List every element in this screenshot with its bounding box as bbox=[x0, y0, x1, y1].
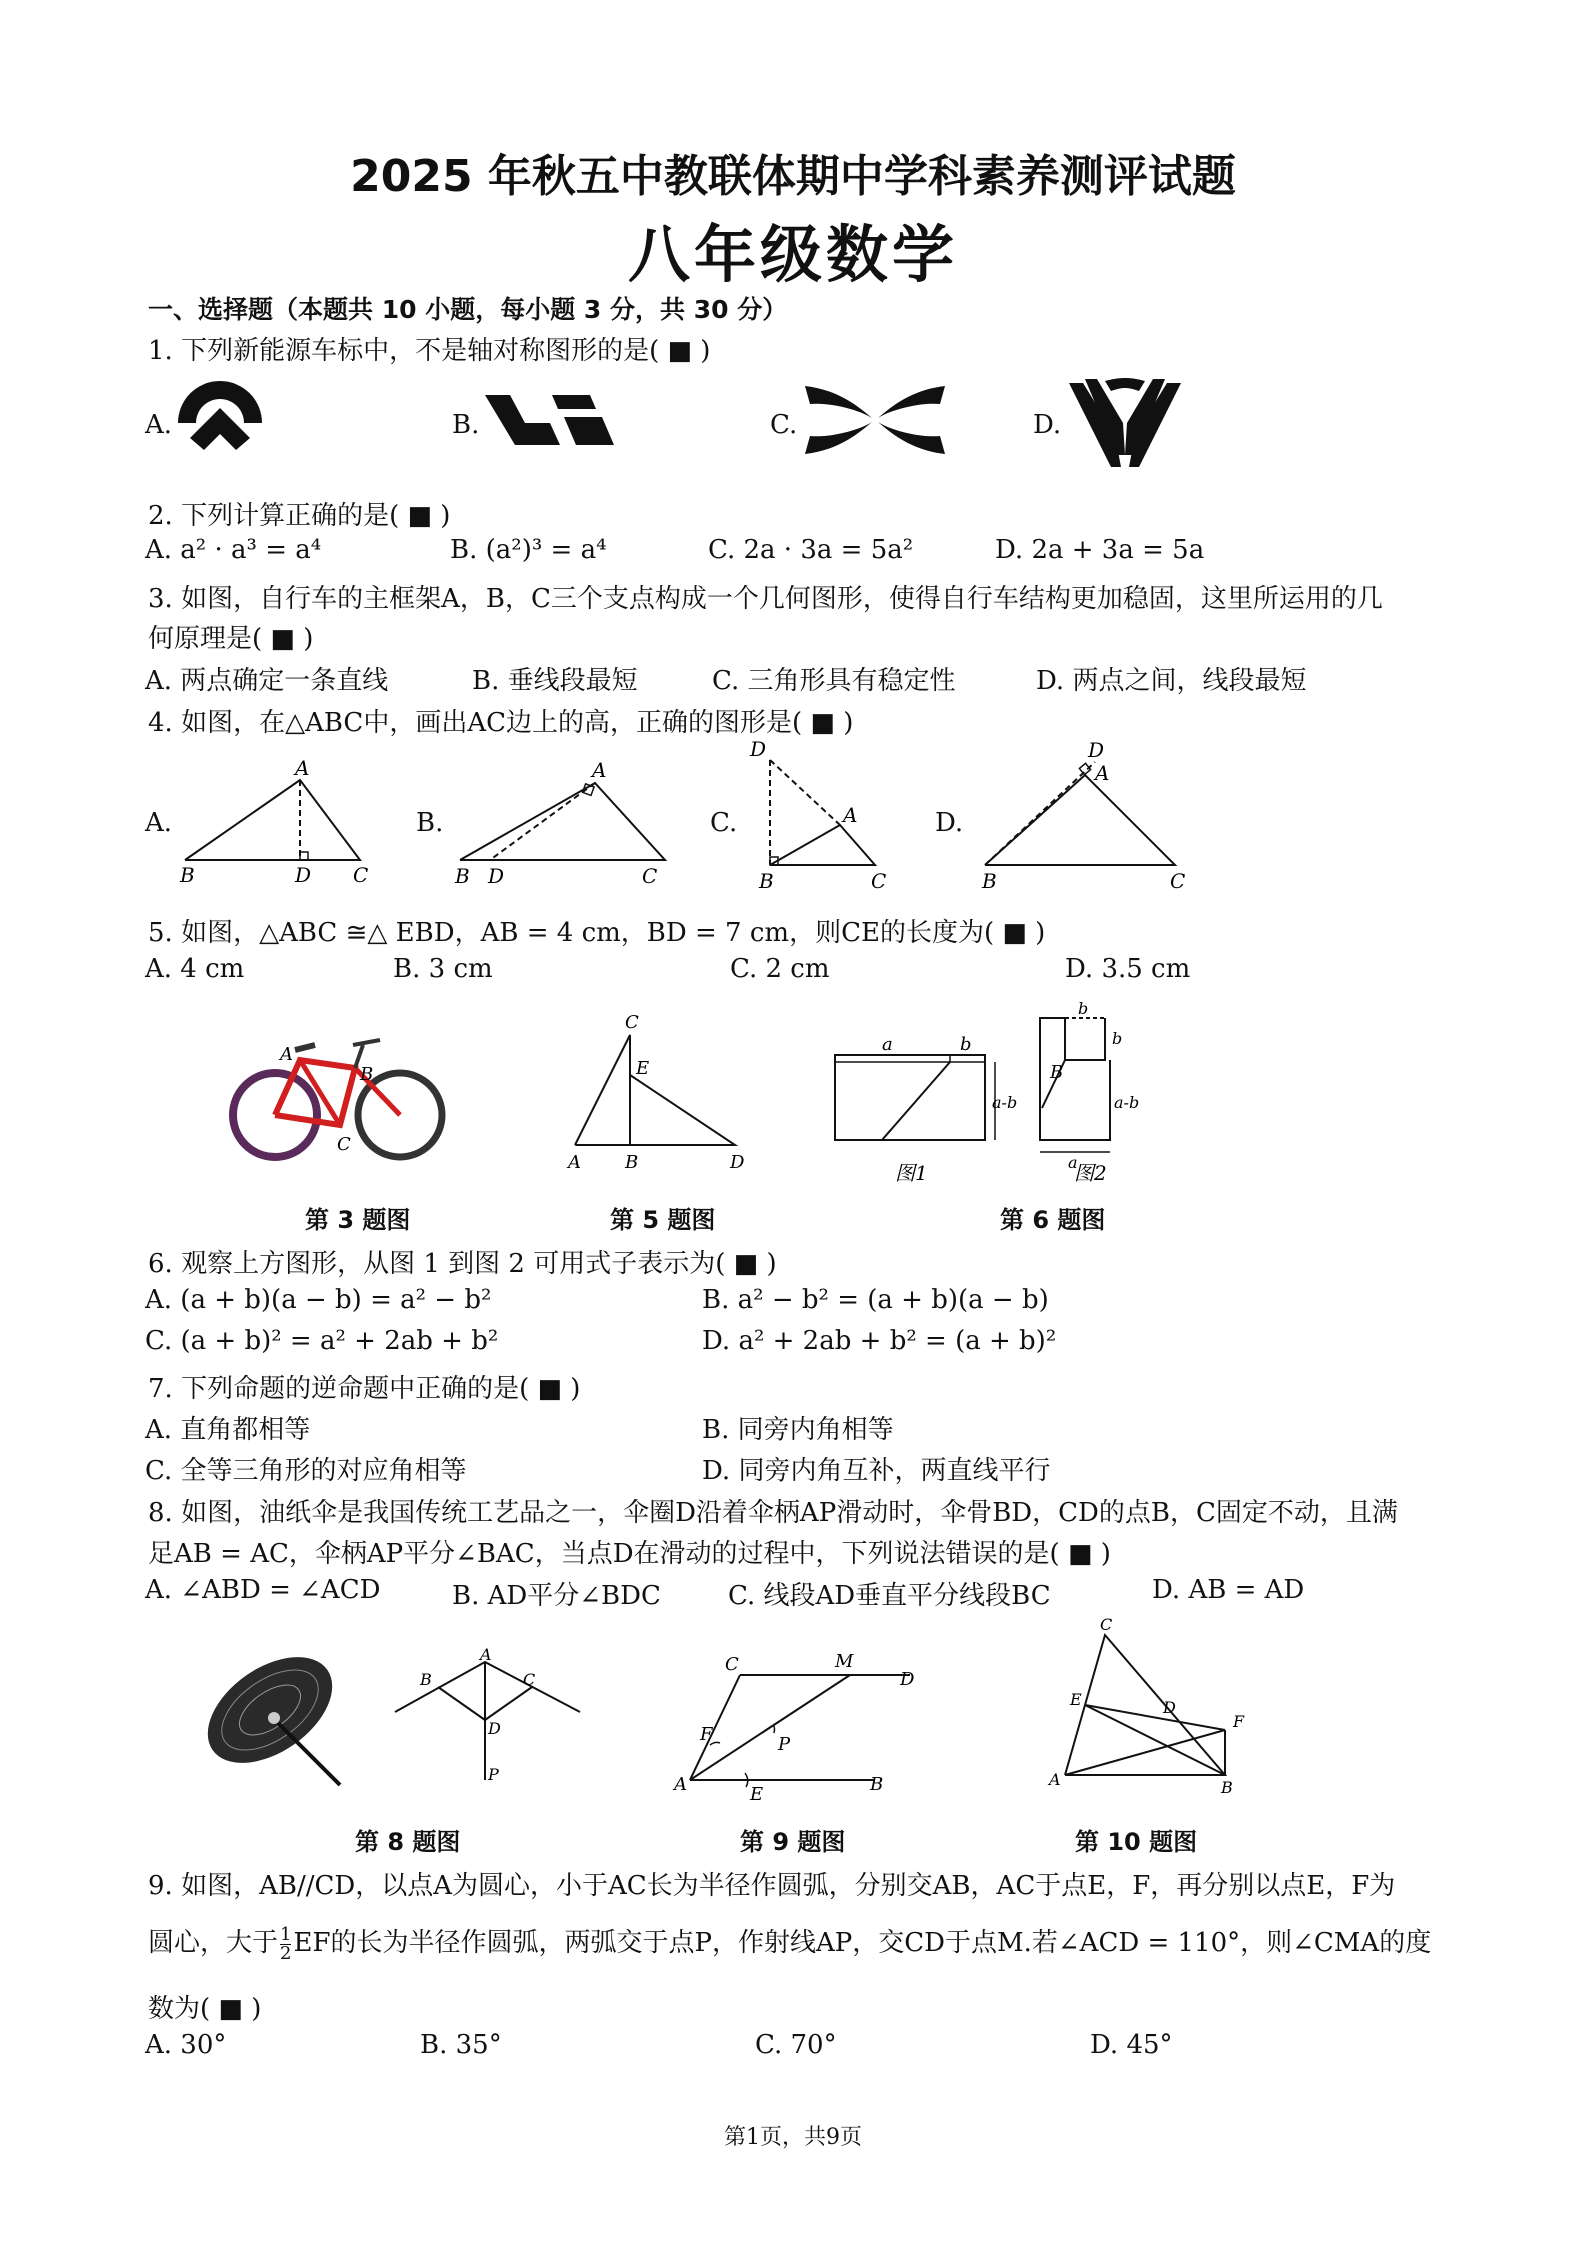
svg-text:b: b bbox=[1078, 999, 1089, 1018]
svg-text:A: A bbox=[280, 1044, 293, 1065]
q8-option-b: B. AD平分∠BDC bbox=[452, 1581, 661, 1611]
svg-text:B: B bbox=[870, 1774, 884, 1795]
q2-option-a: A. a² · a³ = a⁴ bbox=[145, 535, 322, 565]
svg-text:图2: 图2 bbox=[1074, 1161, 1107, 1185]
q9-stem-line3: 数为( ■ ) bbox=[148, 1994, 262, 2024]
svg-text:D: D bbox=[1088, 738, 1105, 762]
svg-text:A: A bbox=[568, 1152, 581, 1173]
q8-option-d: D. AB = AD bbox=[1152, 1575, 1305, 1605]
q2-option-b: B. (a²)³ = a⁴ bbox=[450, 535, 607, 565]
q3-option-c: C. 三角形具有稳定性 bbox=[712, 666, 956, 696]
svg-text:b: b bbox=[1112, 1029, 1123, 1048]
q4-figure-d bbox=[980, 740, 1200, 895]
svg-text:A: A bbox=[843, 803, 858, 827]
section-title: 一、选择题（本题共 10 小题，每小题 3 分，共 30 分） bbox=[148, 295, 788, 324]
svg-text:C: C bbox=[725, 1654, 739, 1675]
bicycle-figure bbox=[225, 1010, 450, 1170]
svg-text:D: D bbox=[750, 737, 767, 761]
q6-option-a: A. (a + b)(a − b) = a² − b² bbox=[145, 1285, 492, 1315]
q2-stem: 2. 下列计算正确的是( ■ ) bbox=[148, 501, 451, 531]
q9-option-a: A. 30° bbox=[145, 2030, 227, 2060]
q1-label-b: B. bbox=[452, 410, 480, 440]
svg-text:D: D bbox=[900, 1669, 915, 1690]
q4-label-a: A. bbox=[145, 808, 173, 838]
q6-option-d: D. a² + 2ab + b² = (a + b)² bbox=[702, 1326, 1057, 1356]
q7-option-d: D. 同旁内角互补，两直线平行 bbox=[702, 1456, 1051, 1486]
umbrella-figure bbox=[190, 1645, 360, 1805]
svg-text:C: C bbox=[625, 1012, 639, 1033]
q8-option-a: A. ∠ABD = ∠ACD bbox=[145, 1575, 381, 1605]
logo-a-icon bbox=[170, 378, 270, 468]
page-footer: 第1页，共9页 bbox=[724, 2125, 862, 2150]
svg-text:B: B bbox=[360, 1064, 374, 1085]
svg-text:E: E bbox=[636, 1058, 650, 1079]
svg-text:A: A bbox=[1049, 1770, 1061, 1789]
q9-option-c: C. 70° bbox=[755, 2030, 837, 2060]
q6-figure bbox=[820, 999, 1190, 1190]
svg-text:A: A bbox=[295, 756, 310, 780]
q10-figure bbox=[1045, 1615, 1265, 1800]
q9-fraction-den: 2 bbox=[280, 1942, 292, 1964]
svg-text:C: C bbox=[353, 863, 369, 887]
q4-figure-c bbox=[745, 737, 905, 895]
exam-title: 2025 年秋五中教联体期中学科素养测评试题 bbox=[350, 151, 1236, 202]
svg-text:E: E bbox=[750, 1784, 764, 1805]
q5-option-c: C. 2 cm bbox=[730, 954, 830, 984]
q9-line2-post: EF的长为半径作圆弧，两弧交于点P，作射线AP，交CD于点M.若∠ACD = 110°，则∠CMA的度 bbox=[293, 1928, 1432, 1958]
q7-option-c: C. 全等三角形的对应角相等 bbox=[145, 1456, 467, 1486]
q9-figure bbox=[670, 1645, 920, 1805]
q9-line2-pre: 圆心，大于 bbox=[148, 1928, 279, 1958]
svg-text:D: D bbox=[730, 1152, 745, 1173]
q8-stem-line2: 足AB = AC，伞柄AP平分∠BAC，当点D在滑动的过程中，下列说法错误的是( ■ ) bbox=[148, 1539, 1111, 1569]
q9-fraction-num: 1 bbox=[280, 1923, 292, 1945]
logo-b-icon bbox=[480, 385, 620, 455]
q5-option-a: A. 4 cm bbox=[145, 954, 245, 984]
q9-stem-line1: 9. 如图，AB//CD，以点A为圆心，小于AC长为半径作圆弧，分别交AB，AC于点E，F，再分别以点E，F为 bbox=[148, 1871, 1396, 1901]
svg-text:b: b bbox=[960, 1034, 972, 1055]
q1-label-a: A. bbox=[145, 410, 173, 440]
q1-label-c: C. bbox=[770, 410, 798, 440]
q3-option-a: A. 两点确定一条直线 bbox=[145, 666, 389, 696]
q6-stem: 6. 观察上方图形，从图 1 到图 2 可用式子表示为( ■ ) bbox=[148, 1249, 777, 1279]
svg-text:C: C bbox=[1170, 869, 1186, 893]
caption-fig5: 第 5 题图 bbox=[610, 1206, 716, 1234]
svg-text:B: B bbox=[455, 864, 470, 888]
q3-stem-line1: 3. 如图，自行车的主框架A，B，C三个支点构成一个几何图形，使得自行车结构更加稳固，这里所运用的几 bbox=[148, 584, 1383, 614]
caption-fig9: 第 9 题图 bbox=[740, 1828, 846, 1856]
caption-fig8: 第 8 题图 bbox=[355, 1828, 461, 1856]
svg-text:a-b: a-b bbox=[1114, 1093, 1140, 1112]
svg-text:A: A bbox=[674, 1774, 687, 1795]
q3-stem-line2: 何原理是( ■ ) bbox=[148, 624, 314, 654]
svg-text:C: C bbox=[871, 869, 887, 893]
svg-text:F: F bbox=[700, 1724, 713, 1745]
svg-text:a-b: a-b bbox=[992, 1093, 1018, 1112]
svg-text:C: C bbox=[642, 864, 658, 888]
svg-text:D: D bbox=[1163, 1698, 1176, 1717]
logo-c-icon bbox=[800, 380, 950, 460]
q7-option-a: A. 直角都相等 bbox=[145, 1415, 311, 1445]
q2-option-d: D. 2a + 3a = 5a bbox=[995, 535, 1205, 565]
svg-text:B: B bbox=[982, 869, 997, 893]
svg-text:E: E bbox=[1070, 1690, 1082, 1709]
svg-text:D: D bbox=[488, 1719, 501, 1738]
q4-stem: 4. 如图，在△ABC中，画出AC边上的高，正确的图形是( ■ ) bbox=[148, 708, 854, 738]
svg-text:F: F bbox=[1233, 1712, 1245, 1731]
svg-text:A: A bbox=[1095, 761, 1110, 785]
svg-text:a: a bbox=[1068, 1153, 1078, 1172]
q9-option-b: B. 35° bbox=[420, 2030, 502, 2060]
q1-label-d: D. bbox=[1033, 410, 1062, 440]
caption-fig10: 第 10 题图 bbox=[1075, 1828, 1198, 1856]
q3-option-d: D. 两点之间，线段最短 bbox=[1036, 666, 1307, 696]
svg-text:M: M bbox=[835, 1651, 854, 1672]
q8-option-c: C. 线段AD垂直平分线段BC bbox=[728, 1581, 1051, 1611]
svg-text:C: C bbox=[337, 1134, 351, 1155]
caption-fig3: 第 3 题图 bbox=[305, 1206, 411, 1234]
q2-option-c: C. 2a · 3a = 5a² bbox=[708, 535, 914, 565]
svg-text:P: P bbox=[488, 1765, 499, 1784]
q6-option-c: C. (a + b)² = a² + 2ab + b² bbox=[145, 1326, 499, 1356]
svg-text:B: B bbox=[420, 1670, 432, 1689]
svg-text:A: A bbox=[480, 1645, 492, 1664]
q5-stem: 5. 如图，△ABC ≅△ EBD，AB = 4 cm，BD = 7 cm，则CE的长度为( ■ ) bbox=[148, 918, 1046, 948]
q5-option-d: D. 3.5 cm bbox=[1065, 954, 1191, 984]
q9-stem-line2 bbox=[148, 1922, 1431, 1963]
q8-figure bbox=[390, 1645, 590, 1805]
q3-option-b: B. 垂线段最短 bbox=[472, 666, 638, 696]
svg-text:a: a bbox=[882, 1034, 893, 1055]
q9-fraction bbox=[280, 1923, 292, 1964]
svg-text:B: B bbox=[1050, 1062, 1064, 1083]
q7-option-b: B. 同旁内角相等 bbox=[702, 1415, 894, 1445]
q7-stem: 7. 下列命题的逆命题中正确的是( ■ ) bbox=[148, 1374, 581, 1404]
q4-figure-a bbox=[175, 755, 375, 885]
caption-fig6: 第 6 题图 bbox=[1000, 1206, 1106, 1234]
svg-text:B: B bbox=[759, 869, 774, 893]
q8-stem-line1: 8. 如图，油纸伞是我国传统工艺品之一，伞圈D沿着伞柄AP滑动时，伞骨BD，CD的点B，C固定不动，且满 bbox=[148, 1498, 1398, 1528]
svg-text:图1: 图1 bbox=[895, 1161, 928, 1185]
q9-option-d: D. 45° bbox=[1090, 2030, 1173, 2060]
exam-subtitle: 八年级数学 bbox=[627, 218, 958, 291]
svg-text:B: B bbox=[180, 863, 195, 887]
svg-text:B: B bbox=[625, 1152, 639, 1173]
svg-text:D: D bbox=[295, 863, 312, 887]
svg-text:P: P bbox=[778, 1734, 791, 1755]
q5-figure bbox=[560, 1010, 760, 1175]
svg-text:B: B bbox=[1221, 1778, 1233, 1797]
svg-text:D: D bbox=[488, 864, 505, 888]
q5-option-b: B. 3 cm bbox=[393, 954, 493, 984]
logo-d-icon bbox=[1065, 375, 1185, 470]
q4-label-d: D. bbox=[935, 808, 964, 838]
q4-label-b: B. bbox=[416, 808, 444, 838]
svg-text:C: C bbox=[523, 1670, 536, 1689]
q4-figure-b bbox=[450, 755, 680, 890]
q4-label-c: C. bbox=[710, 808, 738, 838]
q6-option-b: B. a² − b² = (a + b)(a − b) bbox=[702, 1285, 1049, 1315]
q1-stem: 1. 下列新能源车标中，不是轴对称图形的是( ■ ) bbox=[148, 336, 711, 366]
svg-text:A: A bbox=[592, 758, 607, 782]
svg-text:C: C bbox=[1100, 1615, 1113, 1634]
